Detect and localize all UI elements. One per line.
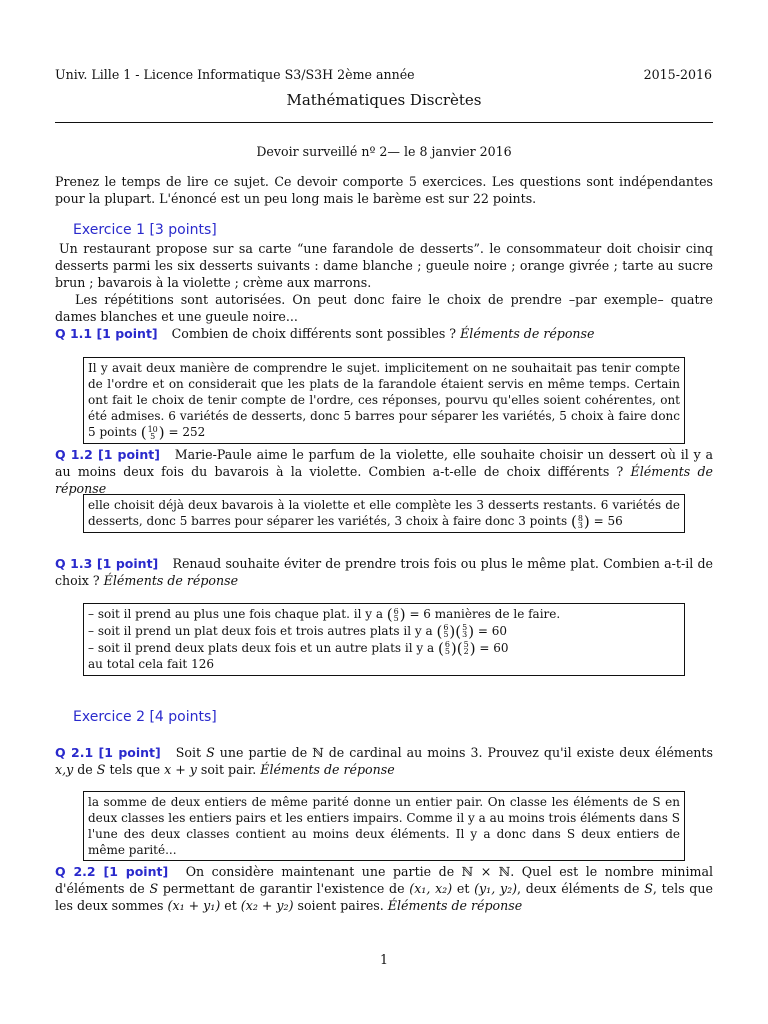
exercise-1-heading: Exercice 1 [3 points] — [73, 222, 217, 238]
answer-text: elle choisit déjà deux bavarois à la violette et elle complète les 3 desserts restants. 6 variétés de desserts, donc 5 barres pour séparer les variétés, 3 choix à faire donc 3 points — [88, 498, 680, 528]
answer-box-1-3 — [83, 603, 685, 676]
answer-line-1: – soit il prend au plus une fois chaque plat. il y a ( 6 5 ) = 6 manières de le faire. — [88, 605, 561, 624]
question-label: Q 1.3 [1 point] — [55, 556, 159, 571]
exercise-1-title — [73, 221, 217, 239]
question-2-1: Q 2.1 [1 point] Soit S une partie de ℕ de cardinal au moins 3. Prouvez qu'il existe deux éléments x,y de S tels que x + y soit pair. Éléments de réponse — [55, 745, 713, 777]
answer-hint: Éléments de réponse — [55, 464, 713, 496]
answer-box-1-1: Il y avait deux manière de comprendre le sujet. implicitement on ne souhaitait pas tenir compte de l'ordre et on considerait que les plats de la farandole étaient servis en même temps. Certain ont fait le choix de tenir compte de l'ordre, ces réponses, pourvu qu'elles soient cohérentes, ont été admises. 6 variétés de desserts, donc 5 barres pour séparer les variétés, 5 choix à faire donc 5 points ( 10 5 ) = 252 — [83, 357, 685, 444]
exercise-2-title — [73, 708, 217, 726]
answer-hint: Éléments de réponse — [387, 898, 523, 913]
answer-line-3: – soit il prend deux plats deux fois et un autre plats il y a ( 6 5 )( 5 2 ) = 60 — [88, 638, 509, 657]
course-header: Univ. Lille 1 - Licence Informatique S3/S3H 2ème année — [55, 67, 415, 82]
question-label: Q 1.2 [1 point] — [55, 447, 160, 462]
academic-year: 2015-2016 — [643, 67, 712, 82]
exercise-1-statement: Un restaurant propose sur sa carte “une farandole de desserts”. le consommateur doit choisir cinq desserts parmi les six desserts suivants : dame blanche ; gueule noire ; orange givrée ; tarte au sucre brun ; bavarois à la violette ; crème aux marrons. — [55, 241, 713, 290]
answer-text: Il y avait deux manière de comprendre le sujet. implicitement on ne souhaitait pas tenir compte de l'ordre et on considerait que les plats de la farandole étaient servis en même temps. Certain ont fait le choix de tenir compte de l'ordre, ces réponses, pourvu qu'elles soient cohérentes, ont été admises. 6 variétés de desserts, donc 5 barres pour séparer les variétés, 5 choix à faire donc 5 points — [88, 361, 680, 439]
question-text: Renaud souhaite éviter de prendre trois fois ou plus le même plat. Combien a-t-il de choix ? — [55, 556, 713, 588]
intro-paragraph: Prenez le temps de lire ce sujet. Ce devoir comporte 5 exercices. Les questions sont indépendantes pour la plupart. L'énoncé est un peu long mais le barème est sur 22 points. — [55, 174, 713, 206]
question-text: Combien de choix différents sont possibles ? — [171, 326, 457, 341]
binomial: 8 3 — [577, 513, 583, 530]
exercise-1-note: Les répétitions sont autorisées. On peut donc faire le choix de prendre –par exemple– quatre dames blanches et une gueule noire... — [55, 292, 713, 324]
question-text: Marie-Paule aime le parfum de la violette, elle souhaite choisir un dessert où il y a au moins deux fois du bavarois à la violette. Combien a-t-elle de choix différents ? — [55, 447, 713, 479]
answer-hint: Éléments de réponse — [103, 573, 239, 588]
question-2-2: Q 2.2 [1 point] On considère maintenant une partie de ℕ × ℕ. Quel est le nombre minimal d'éléments de S permettant de garantir l'existence de (x₁, x₂) et (y₁, y₂), deux éléments de S, tels que les deux sommes (x₁ + y₁) et (x₂ + y₂) soient paires. Éléments de réponse — [55, 864, 713, 913]
question-1-2 — [55, 446, 713, 497]
answer-result: = 56 — [593, 514, 623, 528]
question-1-1 — [55, 325, 713, 342]
question-label: Q 2.1 [1 point] — [55, 745, 161, 760]
page-number: 1 — [379, 952, 388, 967]
question-label: Q 2.2 [1 point] — [55, 864, 169, 879]
answer-result: = 252 — [168, 425, 206, 439]
answer-hint: Éléments de réponse — [460, 326, 595, 341]
answer-line-4: au total cela fait 126 — [88, 657, 214, 672]
title-rule — [55, 122, 713, 123]
question-label: Q 1.1 [1 point] — [55, 326, 158, 341]
document-title: Mathématiques Discrètes — [286, 91, 482, 109]
binomial: 10 5 — [147, 424, 158, 441]
answer-line-2: – soit il prend un plat deux fois et trois autres plats il y a ( 6 5 )( 5 3 ) = 60 — [88, 622, 508, 640]
exam-subtitle: Devoir surveillé nº 2— le 8 janvier 2016 — [256, 144, 512, 159]
answer-box-1-2: elle choisit déjà deux bavarois à la violette et elle complète les 3 desserts restants. 6 variétés de desserts, donc 5 barres pour séparer les variétés, 3 choix à faire donc 3 points ( 8 3 ) = 56 — [83, 494, 685, 533]
answer-hint: Éléments de réponse — [260, 762, 395, 777]
answer-box-2-1: la somme de deux entiers de même parité donne un entier pair. On classe les éléments de S en deux classes les entiers pairs et les entiers impairs. Comme il y a au moins trois éléments dans S l'une des deux classes contient au moins deux éléments. Il y a donc dans S deux entiers de même parité... — [83, 791, 685, 861]
exercise-2-heading: Exercice 2 [4 points] — [73, 709, 217, 725]
question-1-3 — [55, 555, 713, 589]
